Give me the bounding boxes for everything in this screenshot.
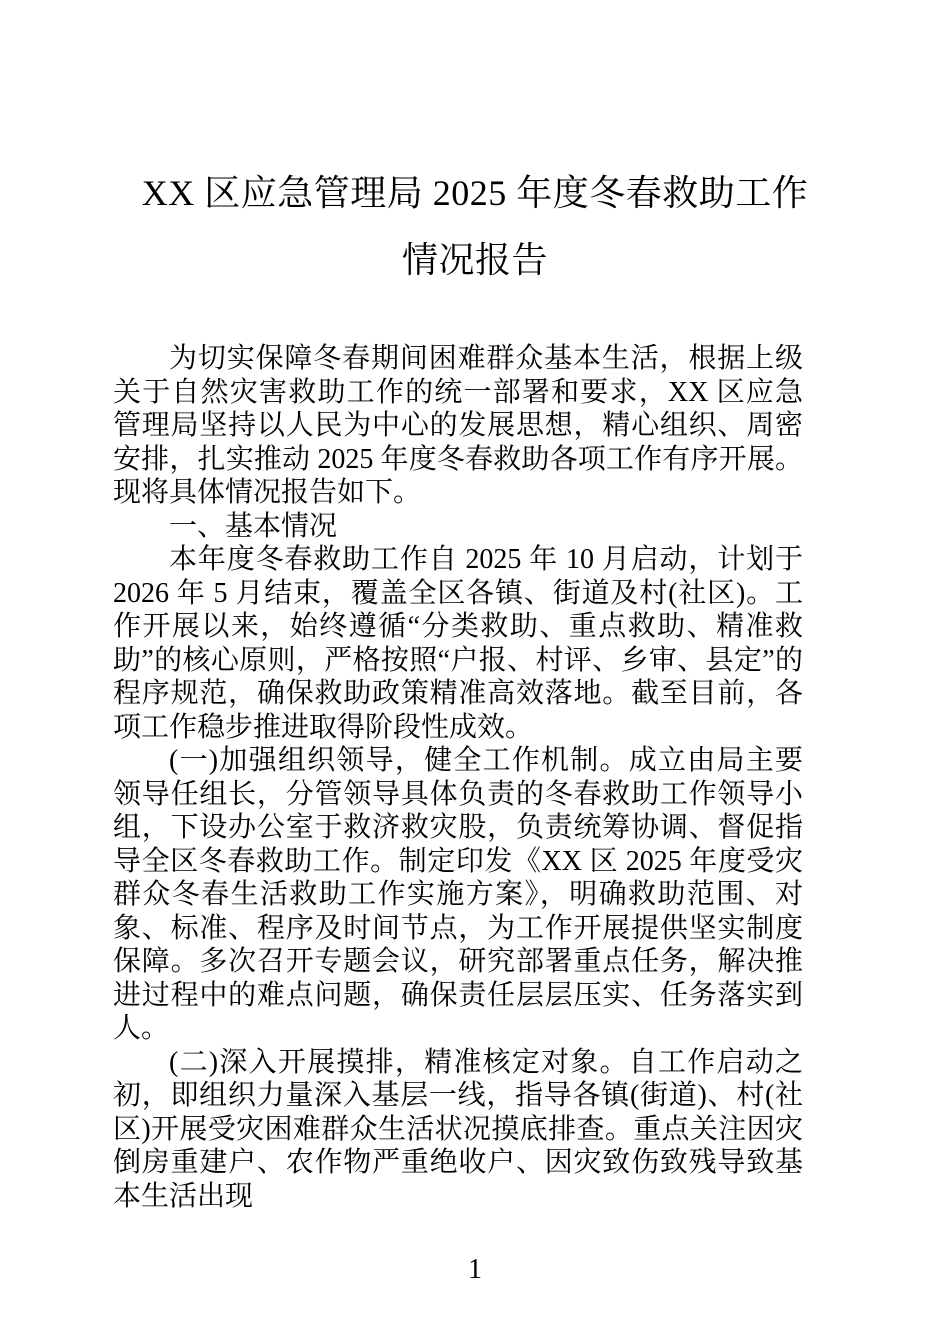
document-title: XX 区应急管理局 2025 年度冬春救助工作情况报告 bbox=[141, 173, 809, 280]
document-body bbox=[113, 342, 803, 1213]
paragraph-survey-verification: (二)深入开展摸排，精准核定对象。自工作启动之初，即组织力量深入基层一线，指导各镇(街道)、村(社区)开展受灾困难群众生活状况摸底排查。重点关注因灾倒房重建户、农作物严重绝收户、因灾致伤致残导致基本生活出现 bbox=[113, 1046, 803, 1212]
paragraph-intro: 为切实保障冬春期间困难群众基本生活，根据上级关于自然灾害救助工作的统一部署和要求，XX 区应急管理局坚持以人民为中心的发展思想，精心组织、周密安排，扎实推动 2025 年度冬春救助各项工作有序开展。现将具体情况报告如下。 bbox=[113, 343, 803, 508]
section-heading-basic-situation: 一、基本情况 bbox=[169, 510, 338, 542]
paragraph-basic-situation: 本年度冬春救助工作自 2025 年 10 月启动，计划于 2026 年 5 月结束，覆盖全区各镇、街道及村(社区)。工作开展以来，始终遵循“分类救助、重点救助、精准救助”的核心原则，严格按照“户报、村评、乡审、县定”的程序规范，确保救助政策精准高效落地。截至目前，各项工作稳步推进取得阶段性成效。 bbox=[113, 544, 803, 743]
paragraph-organization-leadership: (一)加强组织领导，健全工作机制。成立由局主要领导任组长，分管领导具体负责的冬春救助工作领导小组，下设办公室于救济救灾股，负责统筹协调、督促指导全区冬春救助工作。制定印发《XX 区 2025 年度受灾群众冬春生活救助工作实施方案》，明确救助范围、对象、标准、程序及时间节点，为工作开展提供坚实制度保障。多次召开专题会议，研究部署重点任务，解决推进过程中的难点问题，确保责任层层压实、任务落实到人。 bbox=[113, 745, 803, 1044]
page-number: 1 bbox=[468, 1254, 482, 1285]
